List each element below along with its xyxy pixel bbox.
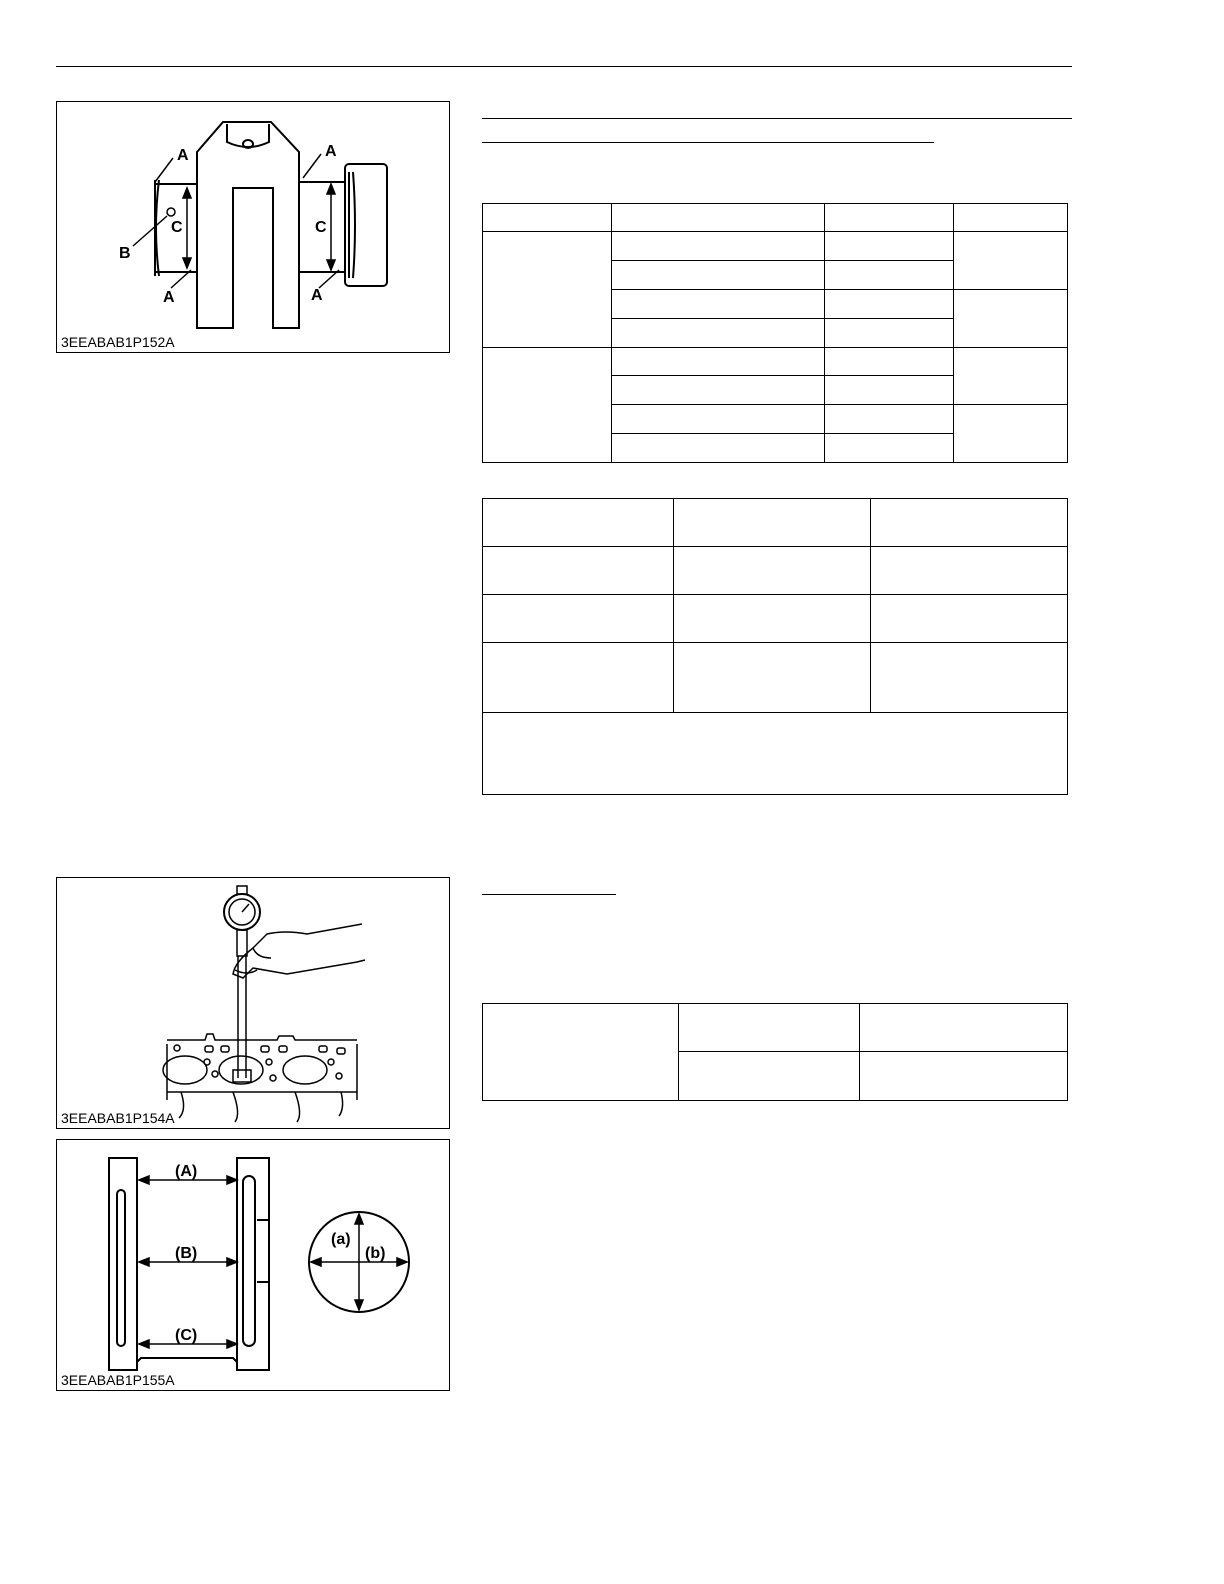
section-rule-underline [482, 142, 934, 143]
table-cell [954, 290, 1068, 348]
table-cell [612, 376, 825, 405]
bore-gauge-illustration [57, 878, 451, 1130]
table-cell [825, 434, 954, 463]
table-cell [954, 232, 1068, 290]
table-cell [825, 319, 954, 348]
table-cell [483, 499, 674, 547]
table-cell [825, 261, 954, 290]
table-cell [612, 405, 825, 434]
table-cell [674, 595, 871, 643]
table-cell [871, 499, 1068, 547]
label-b: B [119, 245, 131, 262]
label-a-top-left: A [177, 147, 189, 164]
label-c-left: C [171, 219, 183, 236]
section-rule-top [482, 118, 1072, 119]
table-cell [825, 348, 954, 376]
table-cell [825, 376, 954, 405]
table-cell [612, 348, 825, 376]
table-cell [679, 1004, 860, 1052]
table-cell [612, 434, 825, 463]
table-cell [483, 204, 612, 232]
figure-id: 3EEABAB1P154A [61, 1110, 175, 1126]
label-position-a: (A) [175, 1163, 198, 1180]
table-cell [860, 1052, 1068, 1101]
table-cell [674, 499, 871, 547]
label-direction-b: (b) [365, 1245, 386, 1262]
table-cell [954, 204, 1068, 232]
table-cell [483, 348, 612, 463]
table-cell [612, 232, 825, 261]
table-cell [954, 348, 1068, 405]
label-a-top-right: A [325, 143, 337, 160]
table-footer-cell [483, 713, 1068, 795]
table-cell [954, 405, 1068, 463]
label-position-c: (C) [175, 1327, 198, 1344]
label-position-b: (B) [175, 1245, 198, 1262]
table-cell [679, 1052, 860, 1101]
label-c-right: C [315, 219, 327, 236]
crankshaft-illustration [57, 102, 451, 354]
table-cell [825, 290, 954, 319]
table-cell [674, 643, 871, 713]
cylinder-table [482, 1003, 1068, 1101]
table-cell [483, 232, 612, 348]
label-direction-a: (a) [331, 1231, 351, 1248]
measurement-positions-figure [56, 1139, 450, 1391]
crankshaft-figure [56, 101, 450, 353]
table-cell [825, 405, 954, 434]
table-cell [825, 232, 954, 261]
table-cell [612, 261, 825, 290]
label-a-bottom-right: A [311, 287, 323, 304]
subsection-underline [482, 894, 616, 895]
table-cell [612, 319, 825, 348]
measurement-diagram [57, 1140, 451, 1392]
table-cell [483, 1004, 679, 1101]
table-cell [483, 547, 674, 595]
table-cell [871, 595, 1068, 643]
table-cell [860, 1004, 1068, 1052]
table-cell [871, 547, 1068, 595]
table-cell [871, 643, 1068, 713]
table-cell [483, 595, 674, 643]
results-table [482, 498, 1068, 795]
table-cell [483, 643, 674, 713]
crank-journal-table [482, 203, 1068, 463]
figure-id: 3EEABAB1P155A [61, 1372, 175, 1388]
header-rule [56, 66, 1072, 67]
cylinder-gauge-figure [56, 877, 450, 1129]
table-cell [825, 204, 954, 232]
label-a-bottom-left: A [163, 289, 175, 306]
figure-id: 3EEABAB1P152A [61, 334, 175, 350]
table-cell [612, 204, 825, 232]
table-cell [612, 290, 825, 319]
table-cell [674, 547, 871, 595]
